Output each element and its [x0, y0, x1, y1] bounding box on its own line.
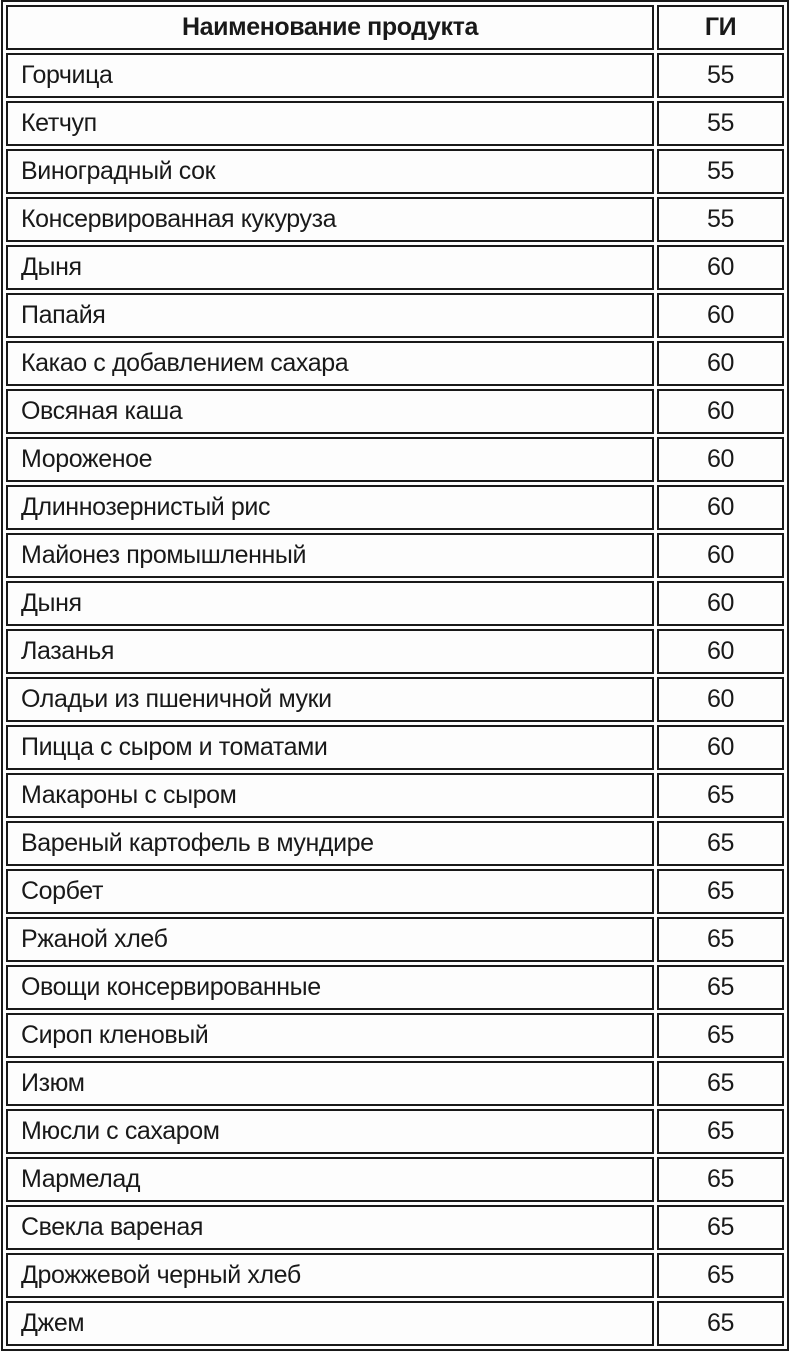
table-row — [6, 149, 784, 194]
table-row — [6, 485, 784, 530]
product-name-cell: Консервированная кукуруза — [6, 197, 654, 242]
product-name-cell: Сорбет — [6, 869, 654, 914]
product-name-cell: Виноградный сок — [6, 149, 654, 194]
gi-value-cell: 65 — [657, 869, 784, 914]
gi-value-cell: 65 — [657, 965, 784, 1010]
table-row — [6, 581, 784, 626]
table-row — [6, 821, 784, 866]
gi-value-cell: 60 — [657, 245, 784, 290]
product-name-cell: Джем — [6, 1301, 654, 1346]
table-row — [6, 1253, 784, 1298]
product-name-cell: Кетчуп — [6, 101, 654, 146]
gi-value-cell: 65 — [657, 821, 784, 866]
table-row — [6, 1013, 784, 1058]
product-name-cell: Вареный картофель в мундире — [6, 821, 654, 866]
gi-value-cell: 60 — [657, 389, 784, 434]
gi-value-cell: 55 — [657, 101, 784, 146]
gi-value-cell: 60 — [657, 437, 784, 482]
table-header-row — [6, 5, 784, 50]
table-row — [6, 1301, 784, 1346]
table-row — [6, 197, 784, 242]
gi-value-cell: 65 — [657, 1061, 784, 1106]
product-name-cell: Овощи консервированные — [6, 965, 654, 1010]
gi-value-cell: 65 — [657, 917, 784, 962]
table-row — [6, 725, 784, 770]
gi-value-cell: 65 — [657, 1205, 784, 1250]
column-header-gi: ГИ — [657, 5, 784, 50]
gi-value-cell: 60 — [657, 629, 784, 674]
product-name-cell: Лазанья — [6, 629, 654, 674]
gi-value-cell: 65 — [657, 1157, 784, 1202]
product-name-cell: Папайя — [6, 293, 654, 338]
gi-value-cell: 65 — [657, 1013, 784, 1058]
table-row — [6, 389, 784, 434]
product-name-cell: Горчица — [6, 53, 654, 98]
gi-value-cell: 60 — [657, 725, 784, 770]
table-row — [6, 533, 784, 578]
table-row — [6, 1061, 784, 1106]
product-name-cell: Сироп кленовый — [6, 1013, 654, 1058]
product-name-cell: Пицца с сыром и томатами — [6, 725, 654, 770]
product-name-cell: Мармелад — [6, 1157, 654, 1202]
table-row — [6, 1205, 784, 1250]
table-row — [6, 1109, 784, 1154]
gi-value-cell: 65 — [657, 1253, 784, 1298]
table-row — [6, 677, 784, 722]
gi-value-cell: 55 — [657, 197, 784, 242]
gi-value-cell: 60 — [657, 581, 784, 626]
table-row — [6, 293, 784, 338]
product-name-cell: Дыня — [6, 581, 654, 626]
table-row — [6, 341, 784, 386]
table-row — [6, 869, 784, 914]
product-name-cell: Мороженое — [6, 437, 654, 482]
gi-value-cell: 60 — [657, 293, 784, 338]
gi-value-cell: 60 — [657, 341, 784, 386]
product-name-cell: Изюм — [6, 1061, 654, 1106]
product-name-cell: Длиннозернистый рис — [6, 485, 654, 530]
table-row — [6, 101, 784, 146]
table-row — [6, 1157, 784, 1202]
glycemic-index-table — [1, 0, 789, 1351]
table-row — [6, 53, 784, 98]
gi-value-cell: 60 — [657, 677, 784, 722]
product-name-cell: Свекла вареная — [6, 1205, 654, 1250]
gi-value-cell: 55 — [657, 149, 784, 194]
gi-value-cell: 60 — [657, 533, 784, 578]
gi-value-cell: 55 — [657, 53, 784, 98]
product-name-cell: Майонез промышленный — [6, 533, 654, 578]
table-row — [6, 773, 784, 818]
gi-value-cell: 65 — [657, 773, 784, 818]
table-row — [6, 965, 784, 1010]
table-row — [6, 917, 784, 962]
product-name-cell: Дыня — [6, 245, 654, 290]
column-header-product: Наименование продукта — [6, 5, 654, 50]
table-row — [6, 629, 784, 674]
table-row — [6, 245, 784, 290]
table-body — [6, 53, 784, 1346]
product-name-cell: Какао с добавлением сахара — [6, 341, 654, 386]
product-name-cell: Ржаной хлеб — [6, 917, 654, 962]
gi-value-cell: 60 — [657, 485, 784, 530]
product-name-cell: Оладьи из пшеничной муки — [6, 677, 654, 722]
gi-value-cell: 65 — [657, 1109, 784, 1154]
product-name-cell: Овсяная каша — [6, 389, 654, 434]
product-name-cell: Макароны с сыром — [6, 773, 654, 818]
gi-value-cell: 65 — [657, 1301, 784, 1346]
product-name-cell: Дрожжевой черный хлеб — [6, 1253, 654, 1298]
table-row — [6, 437, 784, 482]
product-name-cell: Мюсли с сахаром — [6, 1109, 654, 1154]
